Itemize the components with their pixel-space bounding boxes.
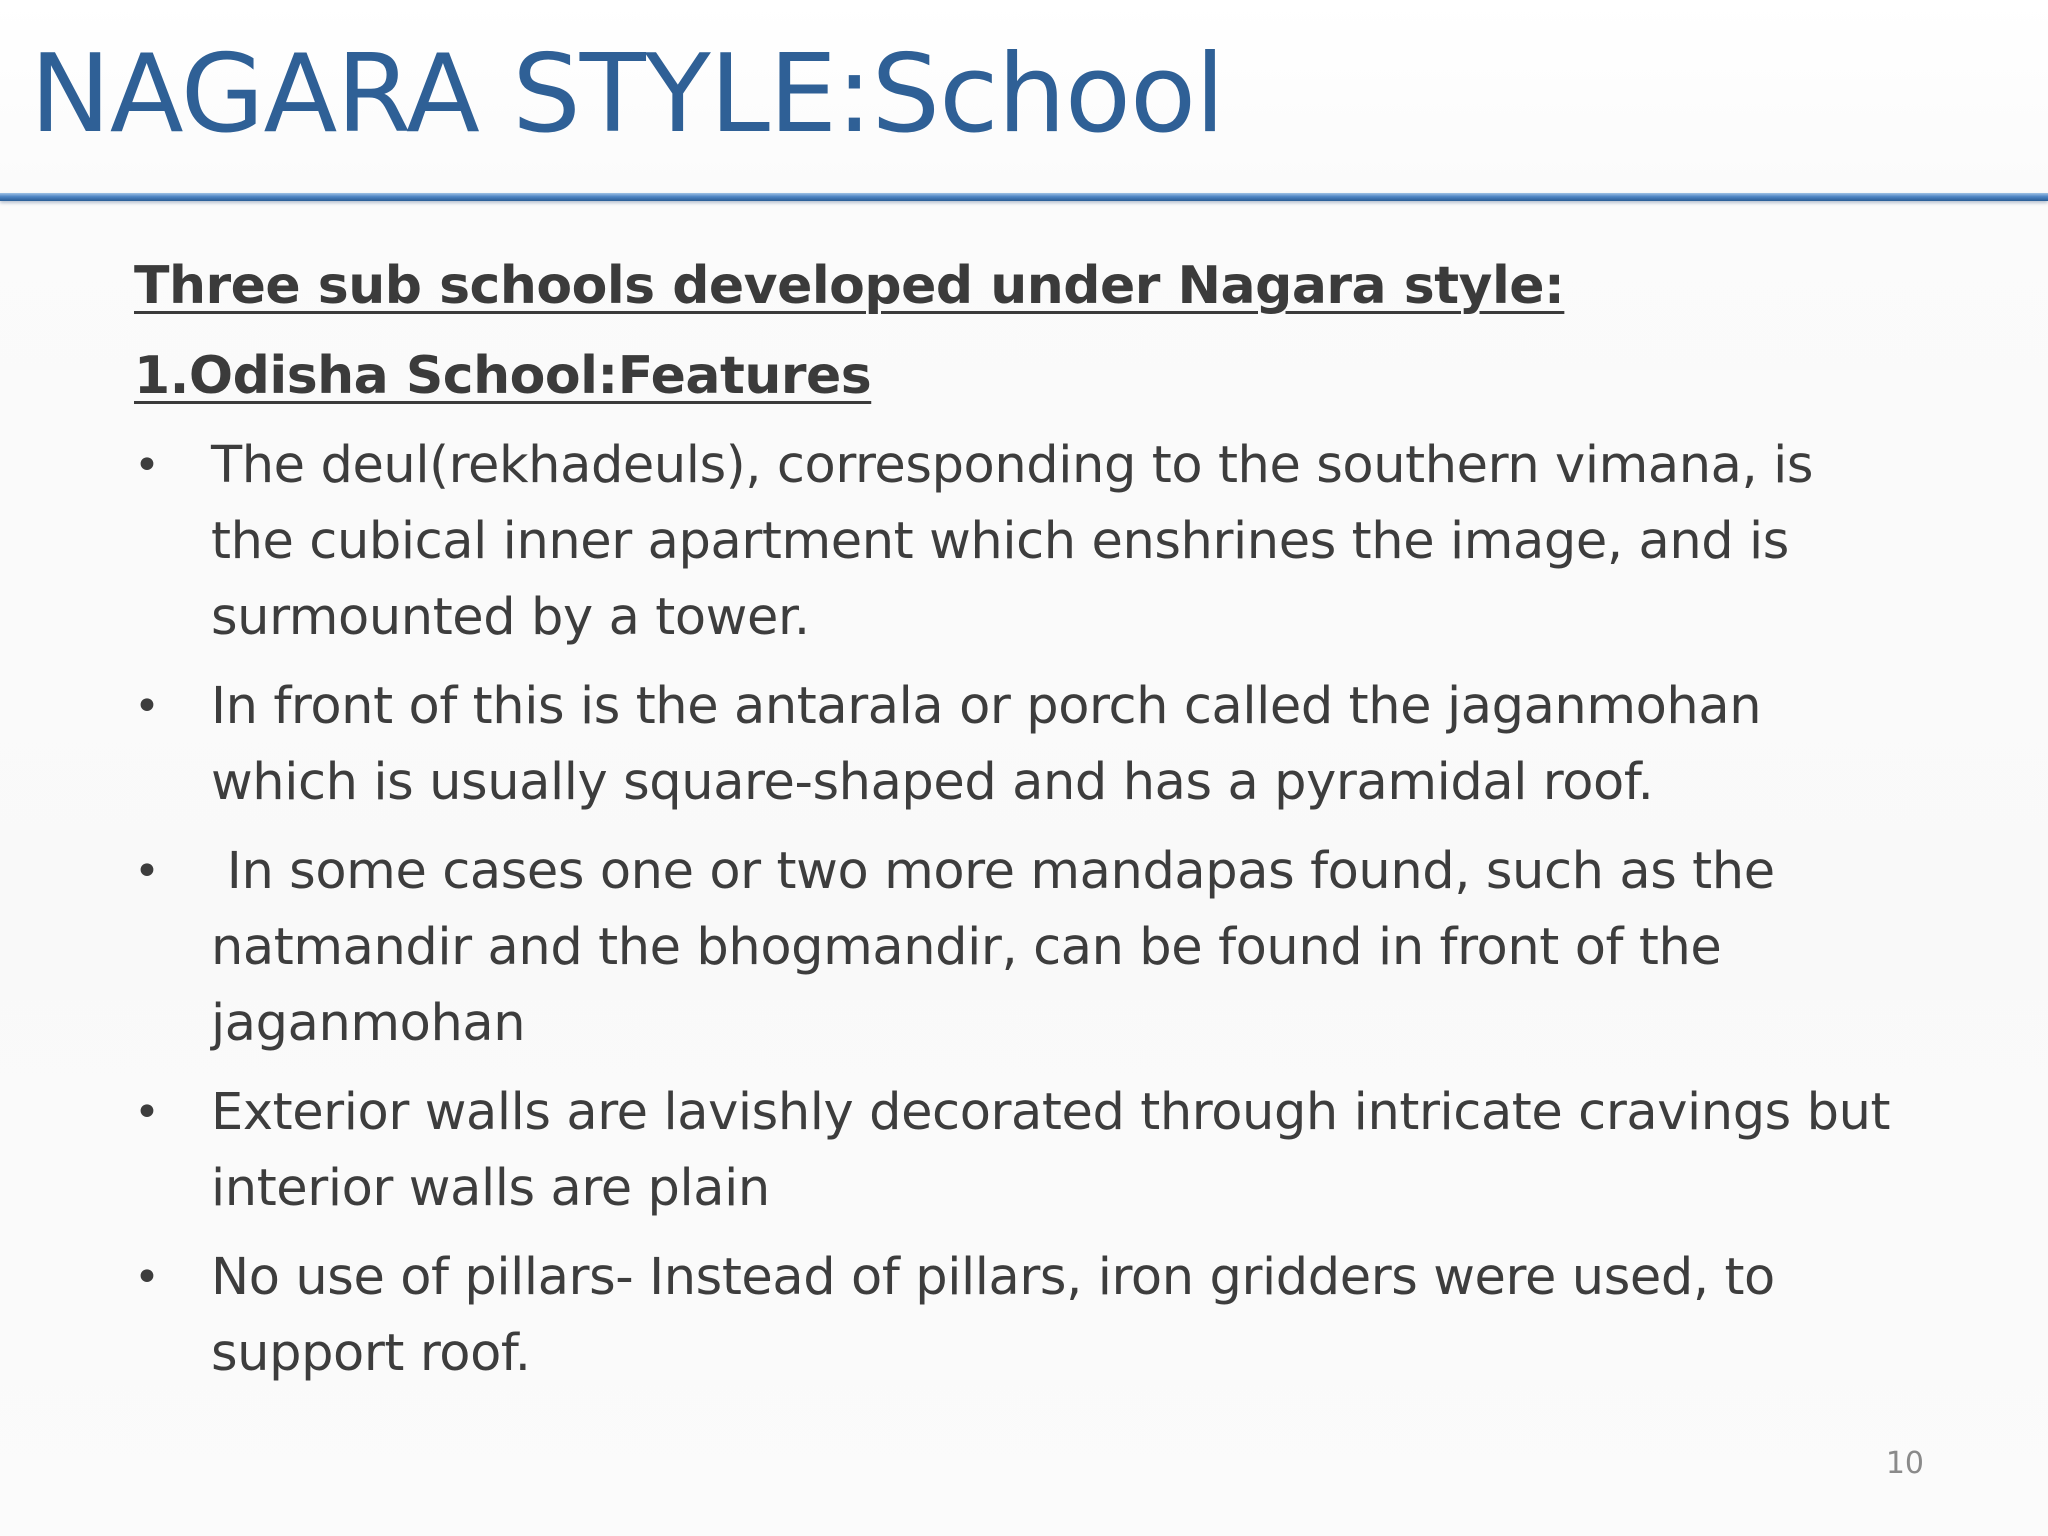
bullet-line: No use of pillars- Instead of pillars, iron gridders were used, to	[211, 1248, 1775, 1307]
bullet-line: surmounted by a tower.	[211, 588, 810, 647]
bullet-line: In front of this is the antarala or porch called the jaganmohan	[211, 677, 1762, 736]
title-divider	[0, 193, 2048, 201]
bullet-line: Exterior walls are lavishly decorated through intricate cravings but	[211, 1083, 1891, 1142]
list-item	[134, 834, 2048, 1062]
bullet-icon: •	[134, 846, 160, 897]
bullet-line: natmandir and the bhogmandir, can be found in front of the	[211, 918, 1722, 977]
list-item	[134, 669, 2048, 821]
list-item	[134, 428, 2048, 656]
bullet-line: In some cases one or two more mandapas found, such as the	[211, 842, 1775, 901]
bullet-icon: •	[134, 681, 160, 732]
bullet-line: jaganmohan	[211, 994, 526, 1053]
bullet-line: support roof.	[211, 1324, 531, 1383]
bullet-line: which is usually square-shaped and has a pyramidal roof.	[211, 753, 1654, 812]
bullet-icon: •	[134, 1087, 160, 1138]
bullet-icon: •	[134, 1252, 160, 1303]
list-item	[134, 1240, 2048, 1392]
slide-title: NAGARA STYLE:School	[30, 32, 1225, 157]
bullet-line: the cubical inner apartment which enshrines the image, and is	[211, 512, 1789, 571]
section-heading: Three sub schools developed under Nagara style:	[134, 256, 1565, 316]
bullet-line: The deul(rekhadeuls), corresponding to the southern vimana, is	[211, 436, 1814, 495]
bullet-icon: •	[134, 440, 160, 491]
bullet-line: interior walls are plain	[211, 1159, 770, 1218]
subsection-heading: 1.Odisha School:Features	[134, 346, 872, 406]
page-number: 10	[1885, 1446, 1924, 1481]
list-item	[134, 1075, 2048, 1227]
slide-body	[134, 248, 1934, 1405]
feature-list	[134, 428, 1934, 1392]
